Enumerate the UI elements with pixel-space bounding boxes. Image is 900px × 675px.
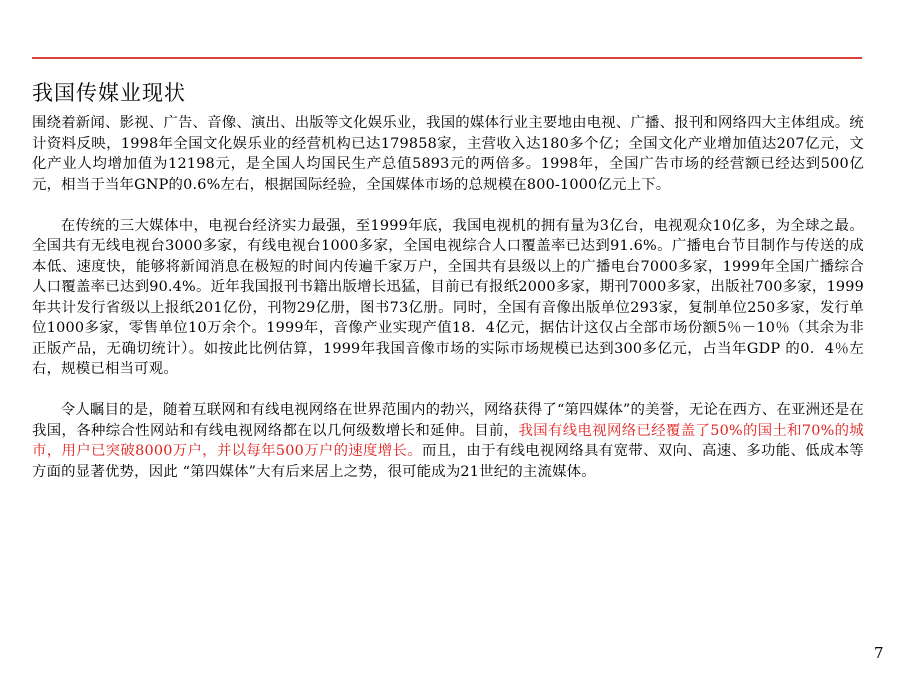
page-number: 7 bbox=[874, 644, 884, 662]
fourth-media-text-intro: 令人瞩目的是，随着互联网和有线电视网络在世界范围内的勃兴，网络获得了“第四媒体”的美誉，无论在西方、在亚洲还是在我国，各种综合性网站和有线电视网络都在以几何级数增长和延伸。目前， bbox=[32, 402, 864, 439]
paragraph-traditional-media: 在传统的三大媒体中，电视台经济实力最强，至1999年底，我国电视机的拥有量为3亿台，电视观众10亿多，为全球之最。全国共有无线电视台3000多家，有线电视台1000多家，全国电视综合人口覆盖率已达到91.6%。广播电台节目制作与传送的成本低、速度快，能够将新闻消息在极短的时间内传遍千家万户，全国共有县级以上的广播电台7000多家，1999年全国广播综合人口覆盖率已达到90.4%。近年我国报刊书籍出版增长迅猛，目前已有报纸2000多家，期刊7000多家，出版社700多家，1999年共计发行省级以上报纸201亿份，刊物29亿册，图书73亿册。同时，全国有音像出版单位293家，复制单位250多家，发行单位1000多家，零售单位10万余个。1999年，音像产业实现产值18．4亿元，据估计这仅占全部市场份额5％－10％（其余为非正版产品，无确切统计）。如按此比例估算，1999年我国音像市场的实际市场规模已达到300多亿元，占当年GDP 的0．4％左右，规模已相当可观。 bbox=[32, 217, 864, 377]
fourth-media-text-conclusion: 而且，由于有线电视网络具有宽带、双向、高速、多功能、低成本等方面的显著优势，因此 “第四媒体”大有后来居上之势，很可能成为21世纪的主流媒体。 bbox=[32, 443, 864, 480]
title-divider-line bbox=[32, 57, 862, 59]
highlighted-cable-network-stat: 我国有线电视网络已经覆盖了50%的国土和70%的城市，用户已突破8000万户，并以每年500万户的速度增长。 bbox=[32, 422, 864, 459]
body-text bbox=[32, 113, 864, 482]
slide-title: 我国传媒业现状 bbox=[32, 81, 186, 105]
paragraph-industry-overview: 围绕着新闻、影视、广告、音像、演出、出版等文化娱乐业，我国的媒体行业主要地由电视、广播、报刊和网络四大主体组成。统计资料反映，1998年全国文化娱乐业的经营机构已达179858家，主营收入达180多个亿；全国文化产业增加值达207亿元，文化产业人均增加值为12198元，是全国人均国民生产总值5893元的两倍多。1998年，全国广告市场的经营额已经达到500亿元，相当于当年GNP的0.6%左右，根据国际经验，全国媒体市场的总规模在800-1000亿元上下。 bbox=[32, 115, 864, 193]
paragraph-fourth-media bbox=[32, 400, 864, 482]
